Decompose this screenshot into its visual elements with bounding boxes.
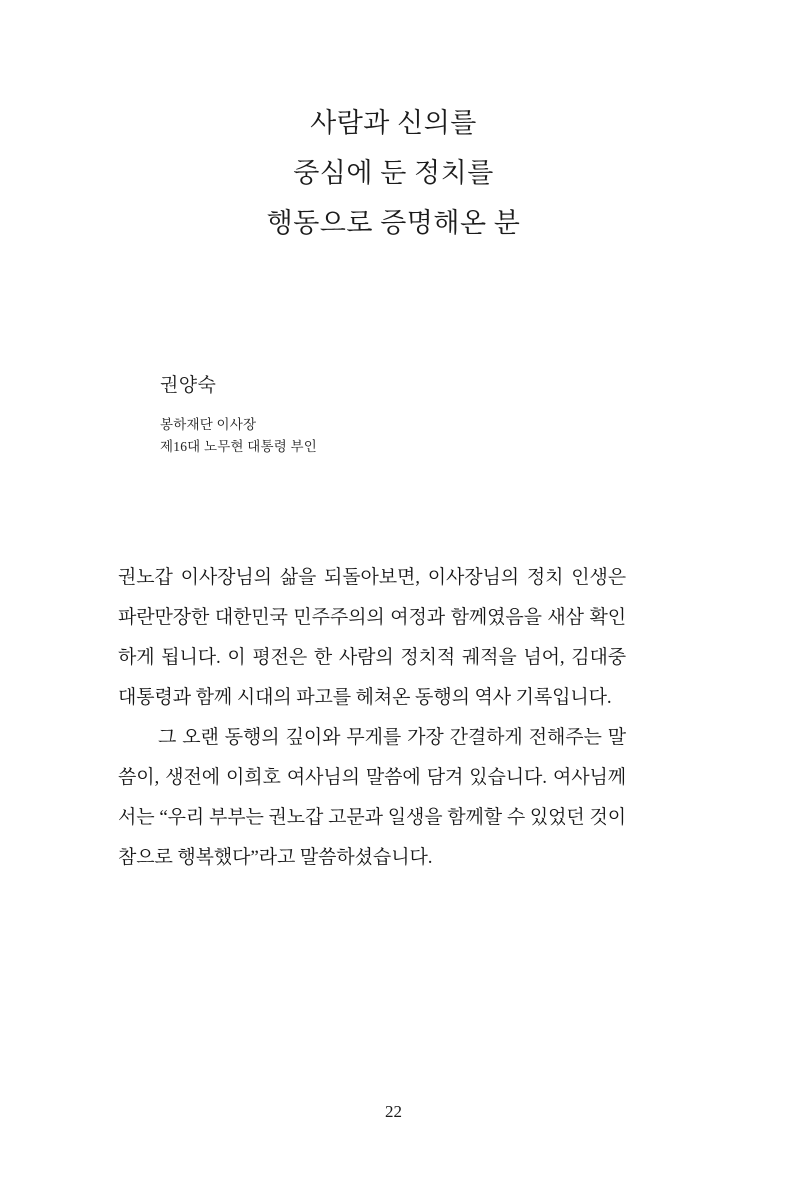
title-line-2: 중심에 둔 정치를 bbox=[293, 158, 494, 188]
author-roles bbox=[160, 414, 317, 458]
author-role-2: 제16대 노무현 대통령 부인 bbox=[160, 439, 318, 454]
body-text bbox=[118, 558, 626, 878]
paragraph: 그 오랜 동행의 깊이와 무게를 가장 간결하게 전해주는 말씀이, 생전에 이희호 여사님의 말씀에 담겨 있습니다. 여사님께서는 “우리 부부는 권노갑 고문과 일생을 함께할 수 있었던 것이 참으로 행복했다”라고 말씀하셨습니다. bbox=[118, 727, 626, 868]
page-title bbox=[0, 98, 787, 248]
title-line-1: 사람과 신의를 bbox=[310, 108, 477, 138]
author-name: 권양숙 bbox=[160, 375, 217, 396]
page-number: 22 bbox=[385, 1102, 402, 1121]
paragraph: 권노갑 이사장님의 삶을 되돌아보면, 이사장님의 정치 인생은 파란만장한 대한민국 민주주의의 여정과 함께였음을 새삼 확인하게 됩니다. 이 평전은 한 사람의 정치적 궤적을 넘어, 김대중 대통령과 함께 시대의 파고를 헤쳐온 동행의 역사 기록입니다. bbox=[118, 567, 626, 708]
author-role-1: 봉하재단 이사장 bbox=[160, 417, 257, 432]
title-line-3: 행동으로 증명해온 분 bbox=[266, 208, 521, 238]
author-block bbox=[160, 372, 317, 458]
